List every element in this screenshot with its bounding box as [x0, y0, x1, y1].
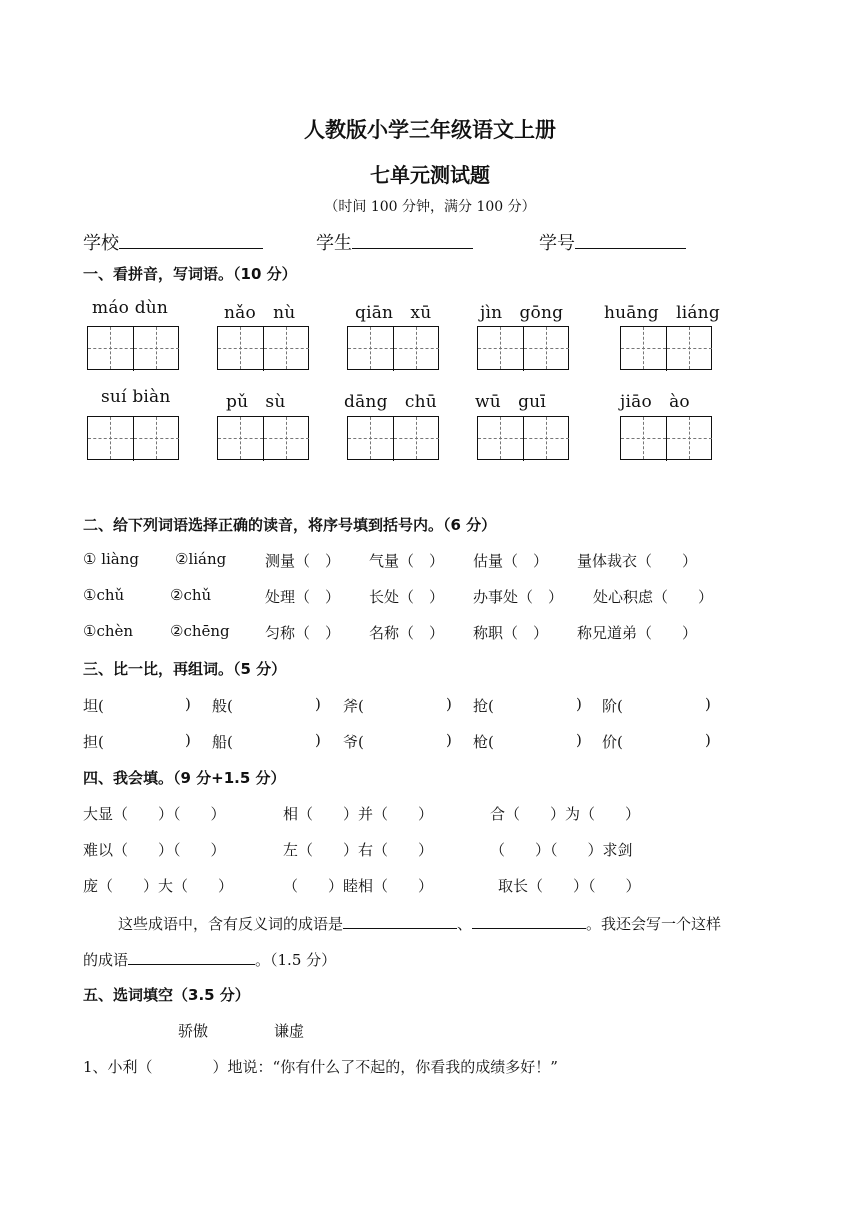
student-label: 学生 [316, 233, 352, 254]
compare-char[interactable]: 价( [602, 733, 623, 751]
idiom-fill[interactable]: 难以（ ）（ ） [83, 841, 226, 859]
writing-grid[interactable] [477, 326, 569, 370]
pinyin: jiāo ào [620, 392, 690, 412]
reading-option: ①chèn [83, 622, 134, 640]
reading-item[interactable]: 气量（ ） [369, 552, 445, 570]
writing-grid[interactable] [87, 416, 179, 460]
antonym-question-text: 这些成语中，含有反义词的成语是 [118, 915, 344, 933]
answer-blank[interactable] [343, 912, 457, 929]
pinyin: máo dùn [92, 298, 169, 318]
section3-heading: 三、比一比，再组词。（5 分） [83, 660, 287, 678]
extra-idiom-question [83, 948, 336, 970]
compare-char[interactable]: 般( [212, 697, 233, 715]
page-title: 人教版小学三年级语文上册 [304, 118, 556, 142]
reading-option: ① liàng [83, 550, 140, 568]
reading-option: ②chēng [170, 622, 230, 640]
idiom-fill[interactable]: 庞（ ）大（ ） [83, 877, 234, 895]
compare-char[interactable]: 枪( [473, 733, 494, 751]
compare-close: ) [185, 731, 191, 749]
antonym-question-tail: 。我还会写一个这样 [586, 915, 722, 933]
compare-close: ) [576, 695, 582, 713]
writing-grid[interactable] [477, 416, 569, 460]
reading-item[interactable]: 匀称（ ） [265, 624, 341, 642]
pinyin: nǎo nù [224, 303, 296, 323]
school-label: 学校 [83, 233, 119, 254]
pinyin: huāng liáng [604, 303, 720, 323]
compare-close: ) [315, 731, 321, 749]
writing-grid[interactable] [217, 326, 309, 370]
writing-grid[interactable] [347, 416, 439, 460]
antonym-question [118, 912, 721, 934]
reading-item[interactable]: 处心积虑（ ） [593, 588, 714, 606]
writing-grid[interactable] [217, 416, 309, 460]
idiom-fill[interactable]: 大显（ ）（ ） [83, 805, 226, 823]
question-1-start: 1、小利（ [83, 1058, 153, 1076]
student-blank[interactable] [352, 232, 473, 249]
compare-close: ) [315, 695, 321, 713]
school-blank[interactable] [119, 232, 263, 249]
compare-close: ) [446, 695, 452, 713]
separator: 、 [457, 915, 473, 933]
compare-char[interactable]: 担( [83, 733, 104, 751]
compare-char[interactable]: 抢( [473, 697, 494, 715]
reading-item[interactable]: 名称（ ） [369, 624, 445, 642]
idiom-fill[interactable]: 取长（ ）（ ） [498, 877, 641, 895]
number-blank[interactable] [575, 232, 686, 249]
pinyin: suí biàn [101, 387, 171, 407]
writing-grid[interactable] [347, 326, 439, 370]
section2-heading: 二、给下列词语选择正确的读音，将序号填到括号内。（6 分） [83, 516, 497, 534]
extra-idiom-score: 。（1.5 分） [255, 951, 337, 969]
reading-option: ②liáng [175, 550, 227, 568]
word-choice: 谦虚 [274, 1022, 305, 1040]
reading-option: ①chǔ [83, 586, 125, 604]
page-subtitle: 七单元测试题 [370, 163, 490, 187]
reading-item[interactable]: 办事处（ ） [473, 588, 564, 606]
compare-close: ) [576, 731, 582, 749]
idiom-fill[interactable]: （ ）睦相（ ） [283, 877, 434, 895]
pinyin: wū guī [475, 392, 546, 412]
pinyin: qiān xū [355, 303, 432, 323]
answer-blank[interactable] [128, 948, 255, 965]
writing-grid[interactable] [620, 326, 712, 370]
compare-char[interactable]: 阶( [602, 697, 623, 715]
answer-blank[interactable] [472, 912, 586, 929]
time-score-note: （时间 100 分钟，满分 100 分） [324, 199, 536, 215]
number-field[interactable] [539, 229, 686, 255]
word-choice: 骄傲 [178, 1022, 209, 1040]
school-field[interactable] [83, 229, 263, 255]
pinyin: dāng chū [344, 392, 437, 412]
idiom-fill[interactable]: 合（ ）为（ ） [490, 805, 641, 823]
reading-option: ②chǔ [170, 586, 212, 604]
number-label: 学号 [539, 233, 575, 254]
question-1 [83, 1056, 558, 1077]
reading-item[interactable]: 长处（ ） [369, 588, 445, 606]
reading-item[interactable]: 称职（ ） [473, 624, 549, 642]
compare-char[interactable]: 斧( [343, 697, 364, 715]
pinyin: jìn gōng [480, 303, 564, 323]
reading-item[interactable]: 称兄道弟（ ） [577, 624, 698, 642]
compare-close: ) [705, 695, 711, 713]
compare-close: ) [446, 731, 452, 749]
compare-close: ) [185, 695, 191, 713]
compare-char[interactable]: 爷( [343, 733, 364, 751]
section5-heading: 五、选词填空（3.5 分） [83, 986, 250, 1004]
reading-item[interactable]: 量体裁衣（ ） [577, 552, 698, 570]
idiom-fill[interactable]: 相（ ）并（ ） [283, 805, 434, 823]
reading-item[interactable]: 处理（ ） [265, 588, 341, 606]
writing-grid[interactable] [87, 326, 179, 370]
student-field[interactable] [316, 229, 473, 255]
compare-char[interactable]: 船( [212, 733, 233, 751]
section4-heading: 四、我会填。（9 分+1.5 分） [83, 769, 286, 787]
compare-close: ) [705, 731, 711, 749]
reading-item[interactable]: 估量（ ） [473, 552, 549, 570]
reading-item[interactable]: 测量（ ） [265, 552, 341, 570]
extra-idiom-text: 的成语 [83, 951, 129, 969]
question-1-end: ）地说：“你有什么了不起的，你看我的成绩多好！” [212, 1058, 558, 1076]
compare-char[interactable]: 坦( [83, 697, 104, 715]
idiom-fill[interactable]: 左（ ）右（ ） [283, 841, 434, 859]
idiom-fill[interactable]: （ ）（ ）求剑 [490, 841, 633, 859]
pinyin: pǔ sù [226, 392, 286, 412]
writing-grid[interactable] [620, 416, 712, 460]
section1-heading: 一、看拼音，写词语。（10 分） [83, 265, 297, 283]
